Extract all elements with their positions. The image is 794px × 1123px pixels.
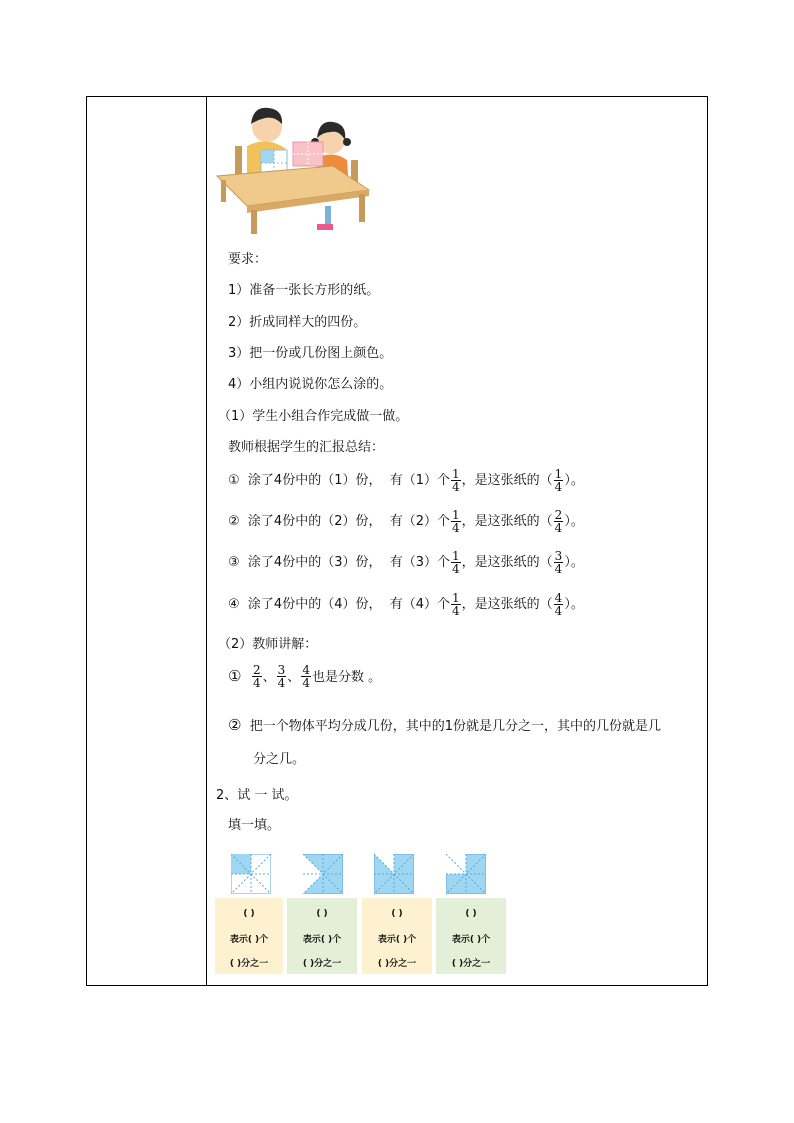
- row-marker: ④: [228, 597, 240, 612]
- summary-row: [228, 468, 584, 493]
- row-text: ）。: [564, 597, 584, 612]
- try-title: 2、试 一 试。: [216, 788, 298, 803]
- row-text: 有（4）个: [389, 597, 451, 612]
- card-line: 表示( )个: [229, 935, 269, 945]
- card-line: ( ): [391, 909, 403, 919]
- requirement-item: 4）小组内说说你怎么涂的。: [228, 377, 393, 392]
- row-text: 涂了4份中的（4）份，: [247, 597, 382, 612]
- row-text: ，是这张纸的（: [461, 597, 553, 612]
- answer-fraction: $\frac{3}{4}$: [554, 549, 563, 576]
- row-text: 涂了4份中的（3）份，: [247, 555, 382, 570]
- fill-title: 填一填。: [228, 818, 281, 833]
- answer-card-3: [362, 898, 432, 974]
- requirements-title: 要求：: [228, 252, 268, 267]
- row-text: 也是分数 。: [311, 670, 382, 685]
- row-text: ）。: [564, 514, 584, 529]
- children-folding-paper-illustration: [213, 102, 373, 236]
- summary-title: 教师根据学生的汇报总结：: [228, 440, 385, 455]
- explanation-2: [228, 717, 661, 735]
- row-marker: ③: [228, 555, 240, 570]
- row-text: ）。: [564, 473, 584, 488]
- answer-fraction: $\frac{1}{4}$: [554, 467, 563, 494]
- fraction: $\frac{4}{4}$: [302, 663, 310, 690]
- row-marker: ②: [228, 514, 240, 529]
- answer-fraction: $\frac{2}{4}$: [554, 508, 563, 535]
- answer-card-2: [287, 898, 357, 974]
- row-text: ，是这张纸的（: [461, 473, 553, 488]
- unit-fraction: $\frac{1}{4}$: [452, 591, 460, 618]
- row-text: 涂了4份中的（1）份，: [247, 473, 382, 488]
- summary-row: [228, 592, 584, 617]
- card-line: ( )分之一: [302, 959, 342, 969]
- row-text: 有（2）个: [389, 514, 451, 529]
- fraction: $\frac{2}{4}$: [253, 663, 261, 690]
- row-text: ）。: [564, 555, 584, 570]
- requirement-item: 1）准备一张长方形的纸。: [228, 283, 380, 298]
- summary-row: [228, 550, 584, 575]
- row-text: 把一个物体平均分成几份，其中的1份就是几分之一，其中的几份就是几: [249, 719, 661, 734]
- card-line: ( )分之一: [229, 959, 269, 969]
- card-line: ( ): [316, 909, 328, 919]
- content-cell: [207, 96, 708, 986]
- step-1-text: （1）学生小组合作完成做一做。: [218, 409, 409, 424]
- requirement-item: 2）折成同样大的四份。: [228, 315, 367, 330]
- answer-fraction: $\frac{4}{4}$: [554, 591, 563, 618]
- row-text: ，是这张纸的（: [461, 514, 553, 529]
- folded-square-1: [231, 854, 271, 894]
- unit-fraction: $\frac{1}{4}$: [452, 549, 460, 576]
- card-line: ( )分之一: [377, 959, 417, 969]
- unit-fraction: $\frac{1}{4}$: [452, 508, 460, 535]
- row-marker: ①: [228, 473, 240, 488]
- requirement-item: 3）把一份或几份图上颜色。: [228, 346, 393, 361]
- card-line: 表示( )个: [302, 935, 342, 945]
- card-line: ( )分之一: [451, 959, 491, 969]
- explanation-2-continued: 分之几。: [253, 752, 306, 767]
- row-text: 有（3）个: [389, 555, 451, 570]
- row-text: ，是这张纸的（: [461, 555, 553, 570]
- card-line: 表示( )个: [451, 935, 491, 945]
- row-marker: ②: [228, 716, 242, 734]
- card-line: ( ): [243, 909, 255, 919]
- step-2-text: （2）教师讲解：: [218, 637, 318, 652]
- card-line: 表示( )个: [377, 935, 417, 945]
- explanation-1: ① $\frac{2}{4}$ 、 $\frac{3}{4}$ 、 $\frac{4}{4}$ 也是分数 。: [228, 663, 382, 690]
- unit-fraction: $\frac{1}{4}$: [452, 467, 460, 494]
- answer-card-4: [436, 898, 506, 974]
- card-line: ( ): [465, 909, 477, 919]
- answer-card-1: [215, 898, 283, 974]
- row-marker: ①: [228, 667, 242, 685]
- folded-square-4: [446, 854, 486, 894]
- fraction: $\frac{3}{4}$: [277, 663, 286, 690]
- summary-row: [228, 509, 584, 534]
- folded-square-3: [374, 854, 414, 894]
- row-text: 有（1）个: [389, 473, 451, 488]
- folded-square-2: [303, 854, 343, 894]
- row-text: 涂了4份中的（2）份，: [247, 514, 382, 529]
